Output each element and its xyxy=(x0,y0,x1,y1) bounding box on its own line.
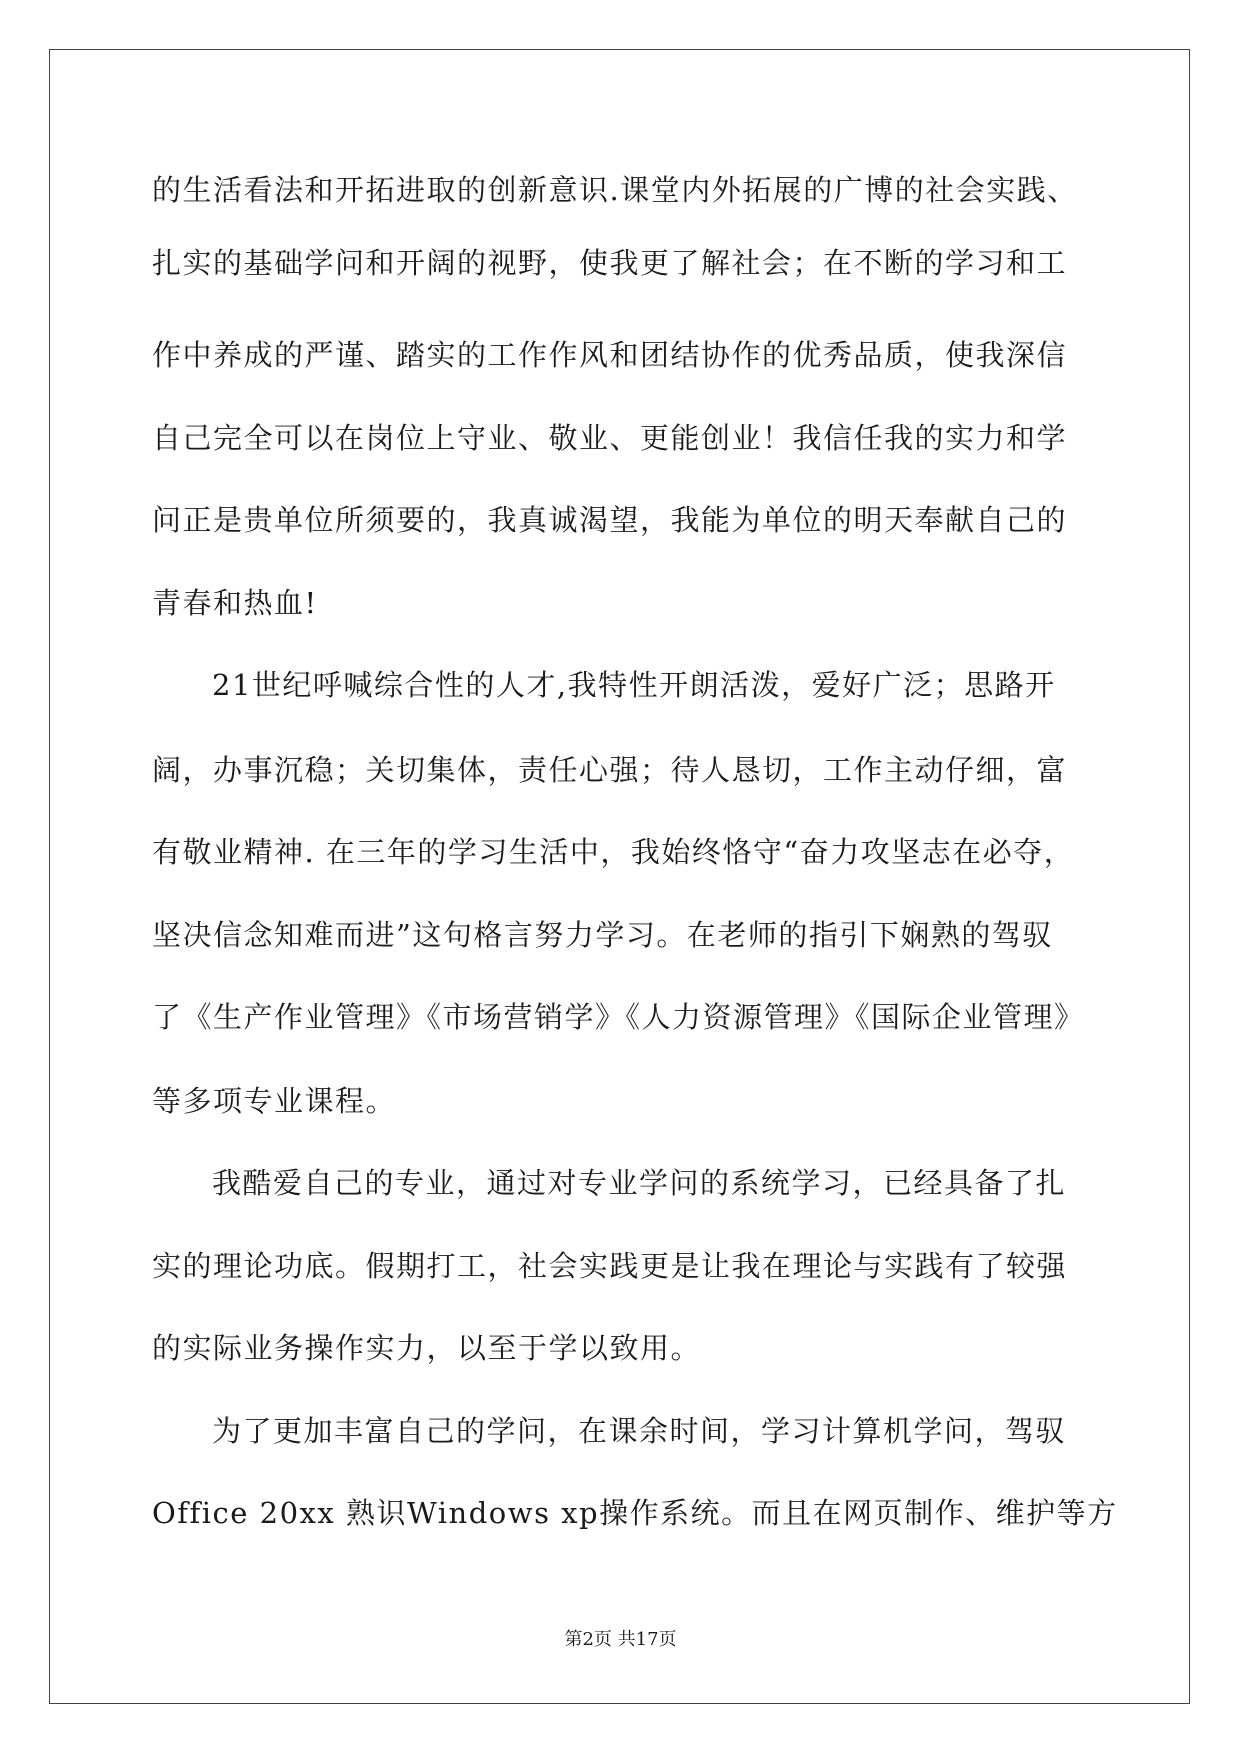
text-line: 为了更加丰富自己的学问，在课余时间，学习计算机学问，驾驭 xyxy=(212,1414,1067,1448)
text-line: 了《生产作业管理》《市场营销学》《人力资源管理》《国际企业管理》 xyxy=(152,1000,1085,1034)
text-line: 坚决信念知难而进”这句格言努力学习。在老师的指引下娴熟的驾驭 xyxy=(152,918,1053,952)
text-line: 等多项专业课程。 xyxy=(152,1084,397,1118)
text-line: 实的理论功底。假期打工，社会实践更是让我在理论与实践有了较强 xyxy=(152,1249,1068,1283)
text-line: 作中养成的严谨、踏实的工作作风和团结协作的优秀品质，使我深信 xyxy=(152,338,1068,372)
text-line: Office 20xx 熟识Windows xp操作系统。而且在网页制作、维护等方 xyxy=(152,1496,1118,1530)
page-number-footer: 第2页 共17页 xyxy=(564,1629,677,1650)
text-line: 有敬业精神. 在三年的学习生活中，我始终恪守“奋力攻坚志在必夺， xyxy=(152,835,1075,869)
text-line: 问正是贵单位所须要的，我真诚渴望，我能为单位的明天奉献自己的 xyxy=(152,503,1068,537)
text-line: 青春和热血! xyxy=(152,586,318,620)
text-line: 自己完全可以在岗位上守业、敬业、更能创业！我信任我的实力和学 xyxy=(152,421,1068,455)
text-line: 的生活看法和开拓进取的创新意识.课堂内外拓展的广博的社会实践、 xyxy=(152,173,1078,207)
text-line: 21世纪呼喊综合性的人才,我特性开朗活泼，爱好广泛；思路开 xyxy=(212,668,1056,702)
text-line: 阔，办事沉稳；关切集体，责任心强；待人恳切，工作主动仔细，富 xyxy=(152,753,1068,787)
text-line: 我酷爱自己的专业，通过对专业学问的系统学习，已经具备了扎 xyxy=(212,1166,1067,1200)
text-line: 的实际业务操作实力，以至于学以致用。 xyxy=(152,1331,702,1365)
text-line: 扎实的基础学问和开阔的视野，使我更了解社会；在不断的学习和工 xyxy=(152,246,1068,280)
page-border xyxy=(49,49,1190,1704)
